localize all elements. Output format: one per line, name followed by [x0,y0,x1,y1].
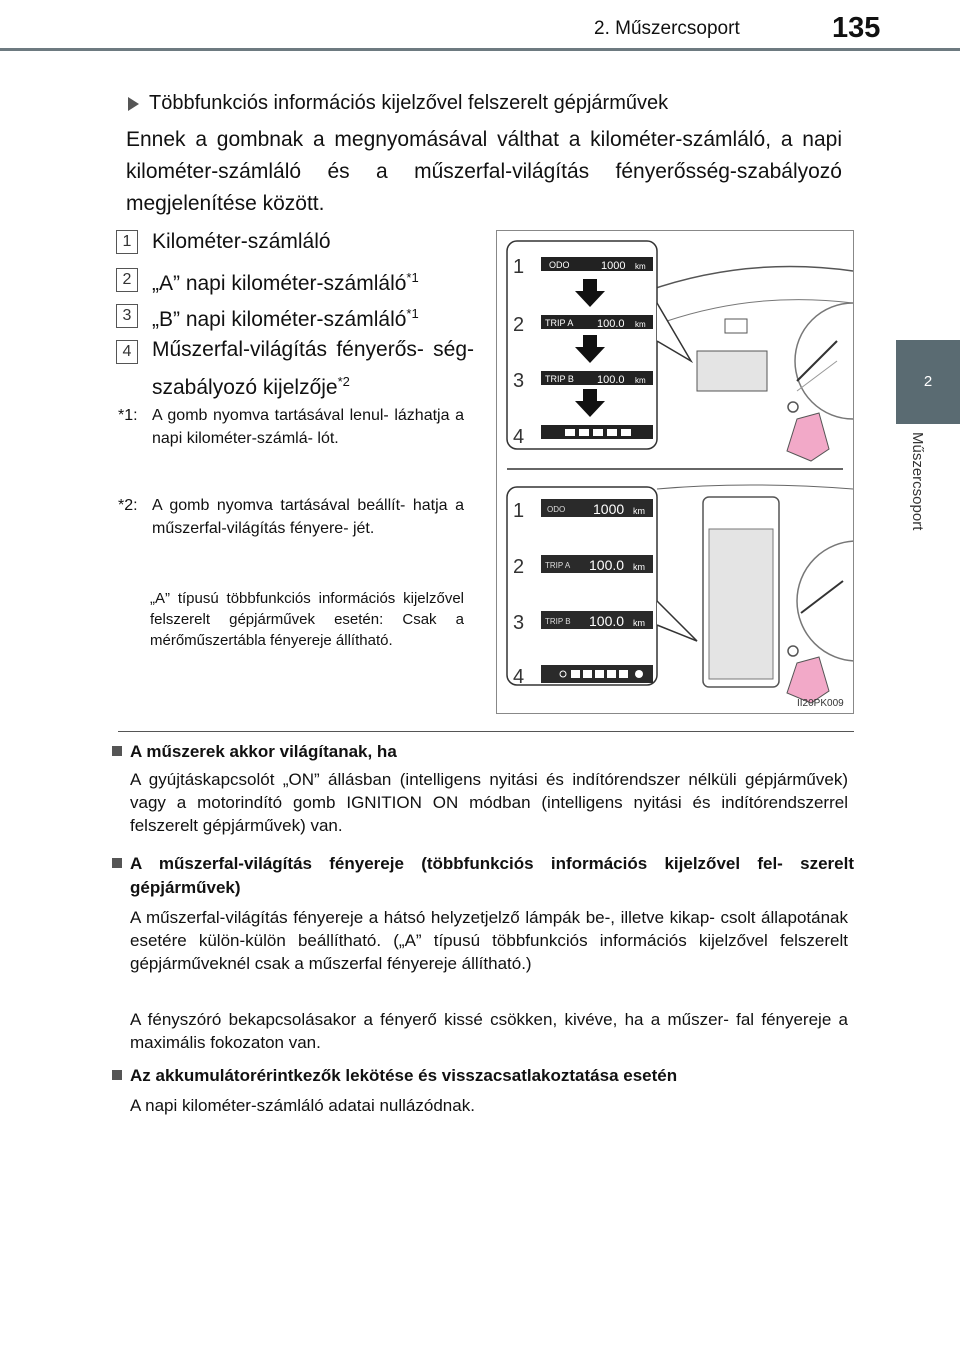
indicator-box [725,319,747,333]
brightness-segment [583,670,592,678]
brightness-segment [579,429,589,436]
press-arrow-icon [787,657,829,703]
item-number-badge: 3 [116,304,138,328]
instrument-cluster-figure [496,230,854,714]
lcd-label: TRIP A [545,561,571,570]
cluster-illustration [497,231,853,713]
lcd-value: 100.0 [589,613,625,629]
section-paragraph: A műszerfal-világítás fényereje a hátsó helyzetjelző lámpák be-, illetve kikap- csolt állapotának esetére külön-külön beállítható. („A” típusú többfunkciós információs kijelzővel felszerelt gépjárműveknél csak a műszerfal fényereje állítható.) [130,908,848,973]
chapter-title: 2. Műszercsoport [594,18,740,39]
lcd-value: 100.0 [597,318,625,330]
footnote-mark: *1: [118,407,138,424]
list-item-text: „A” napi kilométer-számláló [152,272,407,295]
footnote-marker: *1 [406,306,419,321]
center-screen [709,529,773,679]
section-paragraph: A gyújtáskapcsolót „ON” állásban (intelligens nyitási és indítórendszer nélküli gépjárművek) vagy a motorindító gomb IGNITION ON módban (intelligens nyitási és indítórendszerrel felszerelt gépjárművek) van. [130,770,848,835]
callout-pointer [657,303,691,361]
brightness-segment [607,429,617,436]
footnote-text: A gomb nyomva tartásával lenul- lázhatja a napi kilométer-számlá- lót. [152,407,464,447]
list-item-text: Kilométer-számláló [152,230,331,253]
gauge-needle [801,581,843,613]
section-heading [112,740,854,764]
brightness-segment [571,670,580,678]
step-number: 4 [513,666,525,688]
speedometer-dial [795,303,853,419]
lcd-value: 1000 [601,260,626,272]
step-number: 1 [513,500,525,522]
center-display [697,351,767,391]
trip-knob [788,646,798,656]
footnote-mark: *2: [118,497,138,514]
section-divider [118,731,854,732]
square-bullet-icon [112,1070,122,1080]
cluster-outline [657,485,853,489]
cluster-outline [647,267,853,292]
section-heading [112,1064,854,1088]
header-rule [0,48,960,51]
lcd-label: TRIP B [545,617,571,626]
speedometer-dial [797,541,853,661]
brightness-segment [593,429,603,436]
intro-bullet-text: Többfunkciós információs kijelzővel felszerelt gépjárművek [149,92,669,114]
section-paragraph: A napi kilométer-számláló adatai nullázódnak. [130,1096,475,1115]
lcd-label: TRIP B [545,374,574,384]
list-item [152,262,419,300]
footnote [118,404,464,450]
section-paragraph: A fényszóró bekapcsolásakor a fényerő kissé csökken, kivéve, ha a műszer- fal fényereje a maximális fokozaton van. [130,1010,848,1052]
top-sequence-panel [507,241,657,449]
lcd-value: 1000 [593,501,625,517]
chapter-tab: 2 [896,340,960,424]
footnote-marker: *1 [406,270,419,285]
lcd-unit: km [633,506,645,516]
step-number: 3 [513,370,525,392]
brightness-segment [565,429,575,436]
chapter-tab-label: Műszercsoport [909,432,926,531]
lcd-value: 100.0 [597,374,625,386]
trip-knob [788,402,798,412]
lcd-label: ODO [547,505,566,514]
step-number: 2 [513,556,525,578]
section-heading-text: A műszerfal-világítás fényereje (többfunkciós információs kijelzővel fel- szerelt gépjárművek) [130,854,854,897]
section-heading [112,852,854,900]
footnote-marker: *2 [337,374,350,389]
lcd-label: TRIP A [545,318,574,328]
lcd-unit: km [635,262,646,271]
lcd-unit: km [633,618,645,628]
bright-sun-icon [635,670,643,678]
section-heading-text: Az akkumulátorérintkezők lekötése és visszacsatlakoztatása esetén [130,1066,678,1085]
intro-bullet [128,92,668,115]
figure-code: II20PK009 [797,698,844,709]
list-item-text: „B” napi kilométer-számláló [152,308,407,331]
brightness-segment [621,429,631,436]
brightness-segment [595,670,604,678]
section-heading-text: A műszerek akkor világítanak, ha [130,742,397,761]
lcd-unit: km [635,376,646,385]
gauge-needle [797,341,837,381]
footnote [118,494,464,540]
square-bullet-icon [112,746,122,756]
page-number: 135 [832,12,881,44]
brightness-segment [607,670,616,678]
intro-paragraph: Ennek a gombnak a megnyomásával válthat a kilométer-számláló, a napi kilométer-számláló és a műszerfal-világítás fényerősség-szabályozó megjelenítése között. [126,128,842,215]
lcd-value: 100.0 [589,557,625,573]
item-number-badge: 2 [116,268,138,292]
triangle-bullet-icon [128,97,139,111]
square-bullet-icon [112,858,122,868]
footnote-text: A gomb nyomva tartásával beállít- hatja a műszerfal-világítás fényere- jét. [152,497,464,537]
step-number: 2 [513,314,525,336]
brightness-segment [619,670,628,678]
list-item [152,226,331,258]
type-a-note: „A” típusú többfunkciós információs kijelzővel felszerelt gépjárművek esetén: Csak a mérőműszertábla fényereje állítható. [150,590,464,649]
list-item [152,298,419,336]
step-number: 1 [513,256,525,278]
press-arrow-icon [787,413,829,461]
lcd-label: ODO [549,260,570,270]
list-item-text: Műszerfal-világítás fényerős- ség-szabályozó kijelzője [152,338,474,399]
step-number: 3 [513,612,525,634]
item-number-badge: 1 [116,230,138,254]
step-number: 4 [513,426,525,448]
list-item [152,334,474,404]
lcd-unit: km [635,320,646,329]
item-number-badge: 4 [116,340,138,364]
lcd-unit: km [633,562,645,572]
callout-pointer [657,601,697,641]
